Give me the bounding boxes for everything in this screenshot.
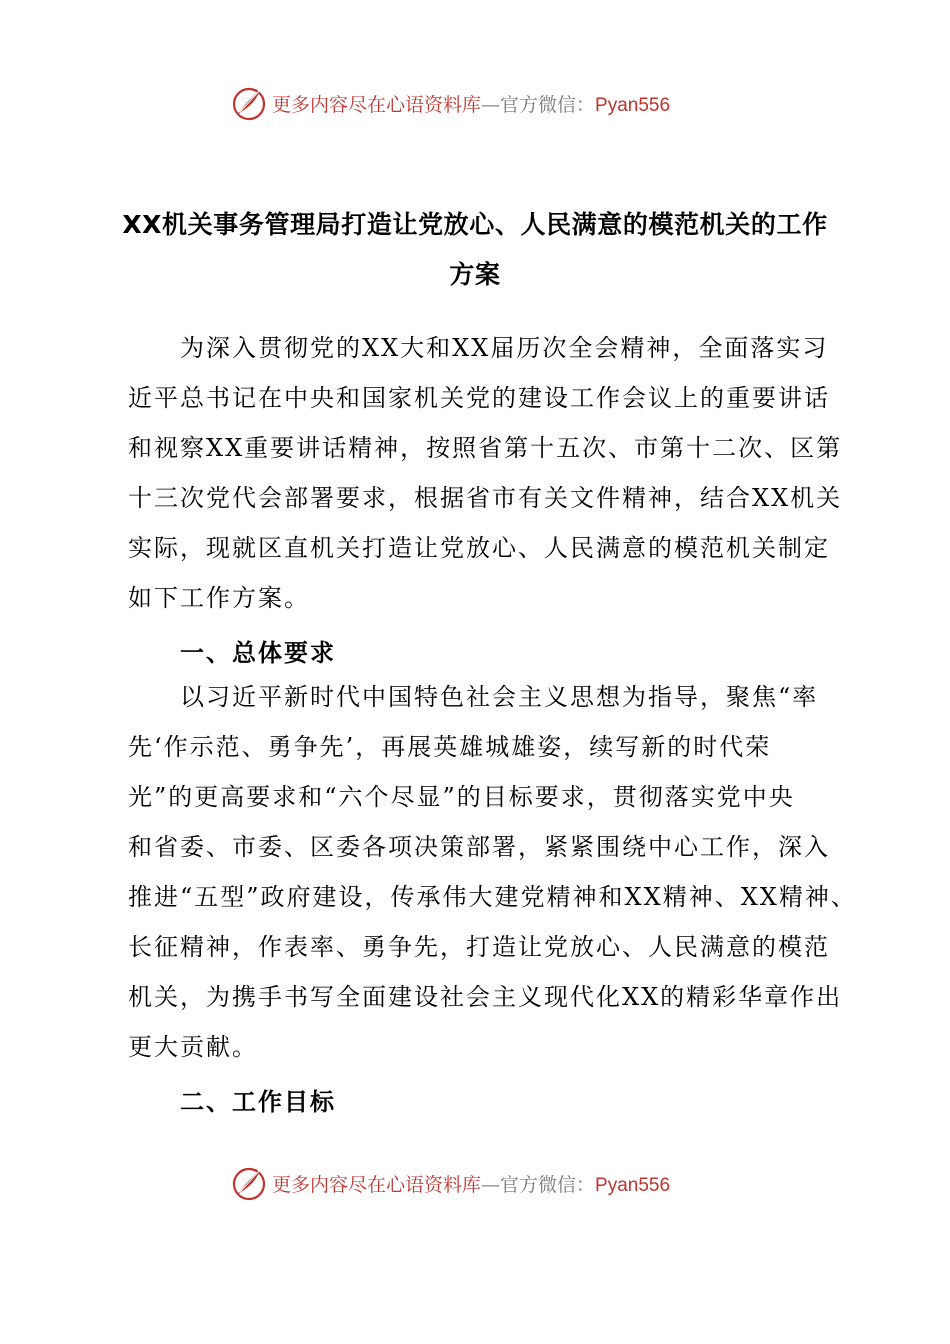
section1-line: 推进“五型”政府建设，传承伟大建党精神和XX精神、XX精神、 — [128, 883, 857, 911]
watermark-dash: — — [481, 94, 501, 116]
doc-title-line1: XX机关事务管理局打造让党放心、人民满意的模范机关的工作 — [122, 210, 828, 239]
watermark-wechat-label: 官方微信： — [500, 94, 596, 116]
section1-line: 机关，为携手书写全面建设社会主义现代化XX的精彩华章作出 — [128, 983, 843, 1011]
quill-logo-icon — [230, 84, 268, 122]
watermark-wechat-id: Pyan556 — [595, 95, 671, 116]
intro-line: 实际，现就区直机关打造让党放心、人民满意的模范机关制定 — [128, 534, 830, 562]
section1-line: 光”的更高要求和“六个尽显”的目标要求，贯彻落实党中央 — [128, 783, 795, 811]
intro-line: 和视察XX重要讲话精神，按照省第十五次、市第十二次、区第 — [128, 434, 843, 462]
section1-line: 和省委、市委、区委各项决策部署，紧紧围绕中心工作，深入 — [128, 833, 830, 861]
watermark-text — [272, 1170, 670, 1197]
watermark-banner-top — [0, 80, 950, 128]
doc-title-line2: 方案 — [449, 260, 501, 289]
section1-line: 更大贡献。 — [128, 1033, 258, 1061]
watermark-banner-bottom — [0, 1160, 950, 1208]
watermark-text — [272, 90, 670, 117]
watermark-main: 更多内容尽在心语资料库 — [272, 1174, 482, 1196]
intro-line: 十三次党代会部署要求，根据省市有关文件精神，结合XX机关 — [128, 484, 843, 512]
watermark-wechat-id: Pyan556 — [595, 1175, 671, 1196]
section1-line: 长征精神，作表率、勇争先，打造让党放心、人民满意的模范 — [128, 933, 830, 961]
section-heading-goals: 二、工作目标 — [180, 1088, 336, 1116]
watermark-dash: — — [481, 1174, 501, 1196]
section-heading-overall: 一、总体要求 — [180, 639, 336, 667]
section1-line: 以习近平新时代中国特色社会主义思想为指导，聚焦“率 — [180, 683, 819, 711]
intro-line: 为深入贯彻党的XX大和XX届历次全会精神，全面落实习 — [180, 334, 829, 362]
section1-line: 先‘作示范、勇争先’，再展英雄城雄姿，续写新的时代荣 — [128, 733, 772, 761]
watermark-main: 更多内容尽在心语资料库 — [272, 94, 482, 116]
quill-logo-icon — [230, 1164, 268, 1202]
intro-line: 近平总书记在中央和国家机关党的建设工作会议上的重要讲话 — [128, 384, 830, 412]
watermark-wechat-label: 官方微信： — [500, 1174, 596, 1196]
intro-line: 如下工作方案。 — [128, 584, 310, 612]
